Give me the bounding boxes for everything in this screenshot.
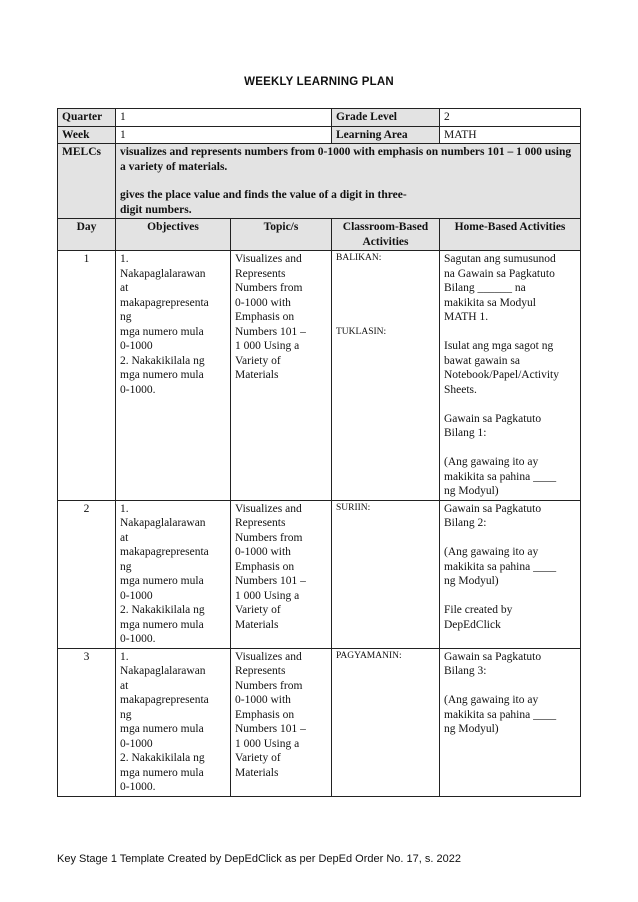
week-row xyxy=(58,126,581,144)
melcs-item-1: visualizes and represents numbers from 0-1000 with emphasis on numbers 101 – 1 000 using a variety of materials. xyxy=(120,146,572,173)
header-day: Day xyxy=(58,219,116,251)
topics-cell: Visualizes and Represents Numbers from 0-1000 with Emphasis on Numbers 101 – 1 000 Using a Variety of Materials xyxy=(231,251,332,501)
melcs-row xyxy=(58,144,581,219)
column-header-row xyxy=(58,219,581,251)
classroom-activity-2: TUKLASIN: xyxy=(336,327,387,337)
home-cell: Sagutan ang sumusunod na Gawain sa Pagkatuto Bilang ______ na makikita sa Modyul MATH 1. Isulat ang mga sagot ng bawat gawain sa Notebook/Papel/Activity Sheets. Gawain sa Pagkatuto Bilang 1: (Ang gawaing ito ay makikita sa pahina ____ ng Modyul) xyxy=(440,251,581,501)
grade-level-value: 2 xyxy=(440,109,581,127)
table-row xyxy=(58,500,581,648)
quarter-row xyxy=(58,109,581,127)
quarter-label: Quarter xyxy=(58,109,116,127)
page-title: WEEKLY LEARNING PLAN xyxy=(244,76,394,88)
objectives-cell: 1. Nakapaglalarawan at makapagrepresenta ng mga numero mula 0-1000 2. Nakakikilala ng mga numero mula 0-1000. xyxy=(116,648,231,796)
header-topics: Topic/s xyxy=(231,219,332,251)
topics-cell: Visualizes and Represents Numbers from 0-1000 with Emphasis on Numbers 101 – 1 000 Using a Variety of Materials xyxy=(231,648,332,796)
objectives-cell: 1. Nakapaglalarawan at makapagrepresenta ng mga numero mula 0-1000 2. Nakakikilala ng mga numero mula 0-1000. xyxy=(116,251,231,501)
header-objectives: Objectives xyxy=(116,219,231,251)
classroom-activity-1: BALIKAN: xyxy=(336,253,382,263)
grade-level-label: Grade Level xyxy=(332,109,440,127)
header-classroom: Classroom-Based Activities xyxy=(332,219,440,251)
classroom-cell xyxy=(332,500,440,648)
day-cell: 1 xyxy=(58,251,116,501)
objectives-cell: 1. Nakapaglalarawan at makapagrepresenta ng mga numero mula 0-1000 2. Nakakikilala ng mga numero mula 0-1000. xyxy=(116,500,231,648)
melcs-item-2: gives the place value and finds the value of a digit in three-digit numbers. xyxy=(120,189,407,216)
classroom-cell xyxy=(332,251,440,501)
quarter-value: 1 xyxy=(116,109,332,127)
page-footer: Key Stage 1 Template Created by DepEdClick as per DepEd Order No. 17, s. 2022 xyxy=(57,853,461,865)
classroom-activity-1: SURIIN: xyxy=(336,502,371,513)
classroom-activity-1: PAGYAMANIN: xyxy=(336,650,402,661)
header-home: Home-Based Activities xyxy=(440,219,581,251)
melcs-content xyxy=(116,144,581,219)
table-row xyxy=(58,648,581,796)
home-cell: Gawain sa Pagkatuto Bilang 3: (Ang gawaing ito ay makikita sa pahina ____ ng Modyul) xyxy=(440,648,581,796)
classroom-cell xyxy=(332,648,440,796)
melcs-label: MELCs xyxy=(58,144,116,219)
learning-area-label: Learning Area xyxy=(332,126,440,144)
learning-area-value: MATH xyxy=(440,126,581,144)
weekly-learning-plan-table xyxy=(57,108,581,797)
week-label: Week xyxy=(58,126,116,144)
table-row xyxy=(58,251,581,501)
home-cell: Gawain sa Pagkatuto Bilang 2: (Ang gawaing ito ay makikita sa pahina ____ ng Modyul) File created by DepEdClick xyxy=(440,500,581,648)
week-value: 1 xyxy=(116,126,332,144)
topics-cell: Visualizes and Represents Numbers from 0-1000 with Emphasis on Numbers 101 – 1 000 Using a Variety of Materials xyxy=(231,500,332,648)
day-cell: 3 xyxy=(58,648,116,796)
day-cell: 2 xyxy=(58,500,116,648)
